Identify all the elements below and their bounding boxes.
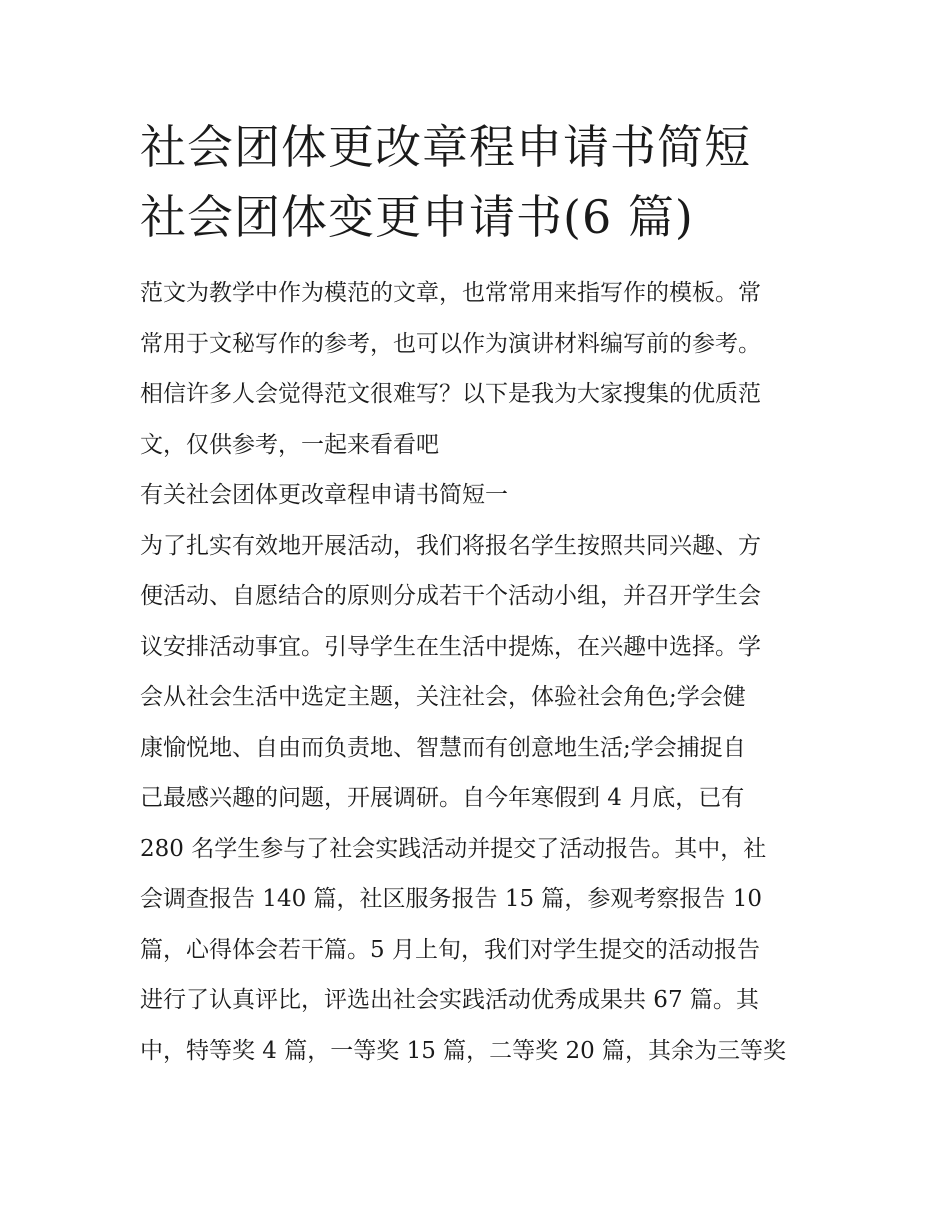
text-line: 范文为教学中作为模范的文章，也常常用来指写作的模板。常 [140,280,761,306]
intro-paragraph [140,268,820,470]
title-line: 社会团体变更申请书(6 篇) [140,190,694,244]
text-line: 议安排活动事宜。引导学生在生活中提炼，在兴趣中选择。学 [140,633,761,660]
body-paragraph [140,521,820,1077]
text-line: 为了扎实有效地开展活动，我们将报名学生按照共同兴趣、方 [140,532,761,559]
text-line: 中，特等奖 4 篇，一等奖 15 篇，二等奖 20 篇，其余为三等奖 [140,1037,787,1064]
text-line: 康愉悦地、自由而负责地、智慧而有创意地生活;学会捕捉自 [140,734,746,761]
document-title [140,112,820,252]
text-line: 会调查报告 140 篇，社区服务报告 15 篇，参观考察报告 10 [140,886,762,912]
text-line: 己最感兴趣的问题，开展调研。自今年寒假到 4 月底，已有 [140,785,745,811]
text-line: 会从社会生活中选定主题，关注社会，体验社会角色;学会健 [140,684,746,710]
title-line: 社会团体更改章程申请书简短 [140,120,751,174]
text-line: 280 名学生参与了社会实践活动并提交了活动报告。其中，社 [140,835,767,862]
text-line: 篇，心得体会若干篇。5 月上旬，我们对学生提交的活动报告 [140,936,760,963]
text-line: 常用于文秘写作的参考，也可以作为演讲材料编写前的参考。 [140,330,761,357]
text-line: 便活动、自愿结合的原则分成若干个活动小组，并召开学生会 [140,583,761,609]
text-line: 相信许多人会觉得范文很难写？以下是我为大家搜集的优质范 [140,381,761,407]
text-line: 文，仅供参考，一起来看看吧 [140,431,439,458]
section-heading: 有关社会团体更改章程申请书简短一 [140,482,508,508]
text-line: 进行了认真评比，评选出社会实践活动优秀成果共 67 篇。其 [140,987,759,1013]
document-page [140,112,820,1076]
